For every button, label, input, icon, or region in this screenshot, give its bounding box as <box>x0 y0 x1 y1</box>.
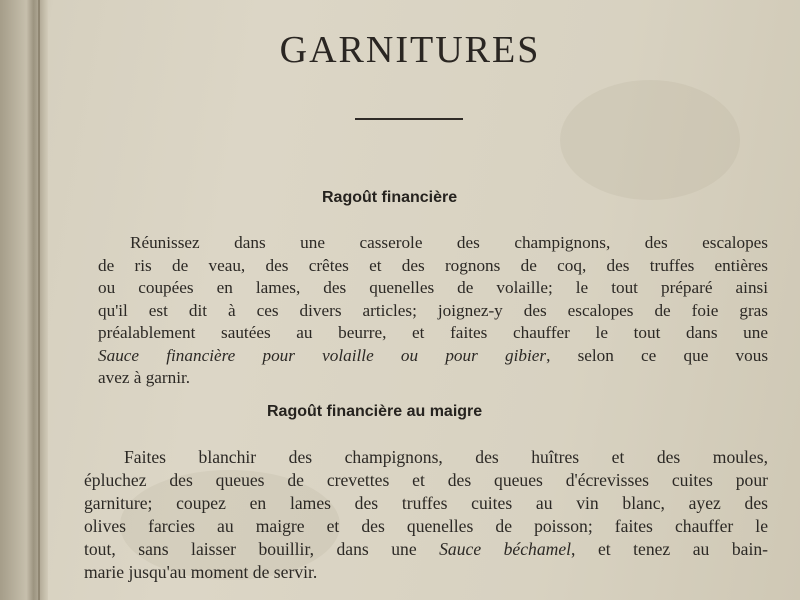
paragraph-line: olives farcies au maigre et des quenelles de poisson; faites chauffer le <box>84 516 768 536</box>
paragraph-line-tail: , et tenez au bain- <box>571 539 768 559</box>
paragraph-line-tail: , selon ce que vous <box>546 345 769 365</box>
paragraph-line: épluchez des queues de crevettes et des queues d'écrevisses cuites pour <box>84 470 768 490</box>
paragraph-line: Réunissez dans une casserole des champignons, des escalopes <box>130 233 768 252</box>
section-heading-ragout-financiere-au-maigre: Ragoût financière au maigre <box>267 403 483 420</box>
paragraph-line: qu'il est dit à ces divers articles; joignez-y des escalopes de foie gras <box>98 300 768 320</box>
paragraph-ragout-financiere-au-maigre <box>84 446 768 584</box>
paragraph-line: avez à garnir. <box>98 368 191 387</box>
italic-sauce-name: Sauce béchamel <box>439 539 572 559</box>
italic-sauce-name: Sauce financière pour volaille ou pour gibier <box>98 345 547 365</box>
section-heading-ragout-financiere: Ragoût financière <box>322 189 458 206</box>
paragraph-line: préalablement sautées au beurre, et faites chauffer le tout dans une <box>98 323 768 342</box>
book-spine <box>0 0 48 600</box>
paragraph-line: ou coupées en lames, des quenelles de volaille; le tout préparé ainsi <box>98 278 768 297</box>
paragraph-line <box>98 345 768 368</box>
paragraph-line: Faites blanchir des champignons, des huîtres et des moules, <box>124 447 768 467</box>
page-title: GARNITURES <box>279 29 541 71</box>
paper-stain <box>560 80 740 200</box>
paragraph-ragout-financiere <box>98 232 768 390</box>
paragraph-line: marie jusqu'au moment de servir. <box>84 562 318 582</box>
paragraph-line: garniture; coupez en lames des truffes cuites au vin blanc, ayez des <box>84 493 768 513</box>
title-divider <box>355 118 463 120</box>
paragraph-line: de ris de veau, des crêtes et des rognons de coq, des truffes entières <box>98 255 768 275</box>
spine-fold-line <box>38 0 40 600</box>
paragraph-line <box>84 538 768 561</box>
paragraph-line-head: tout, sans laisser bouillir, dans une <box>84 539 440 559</box>
